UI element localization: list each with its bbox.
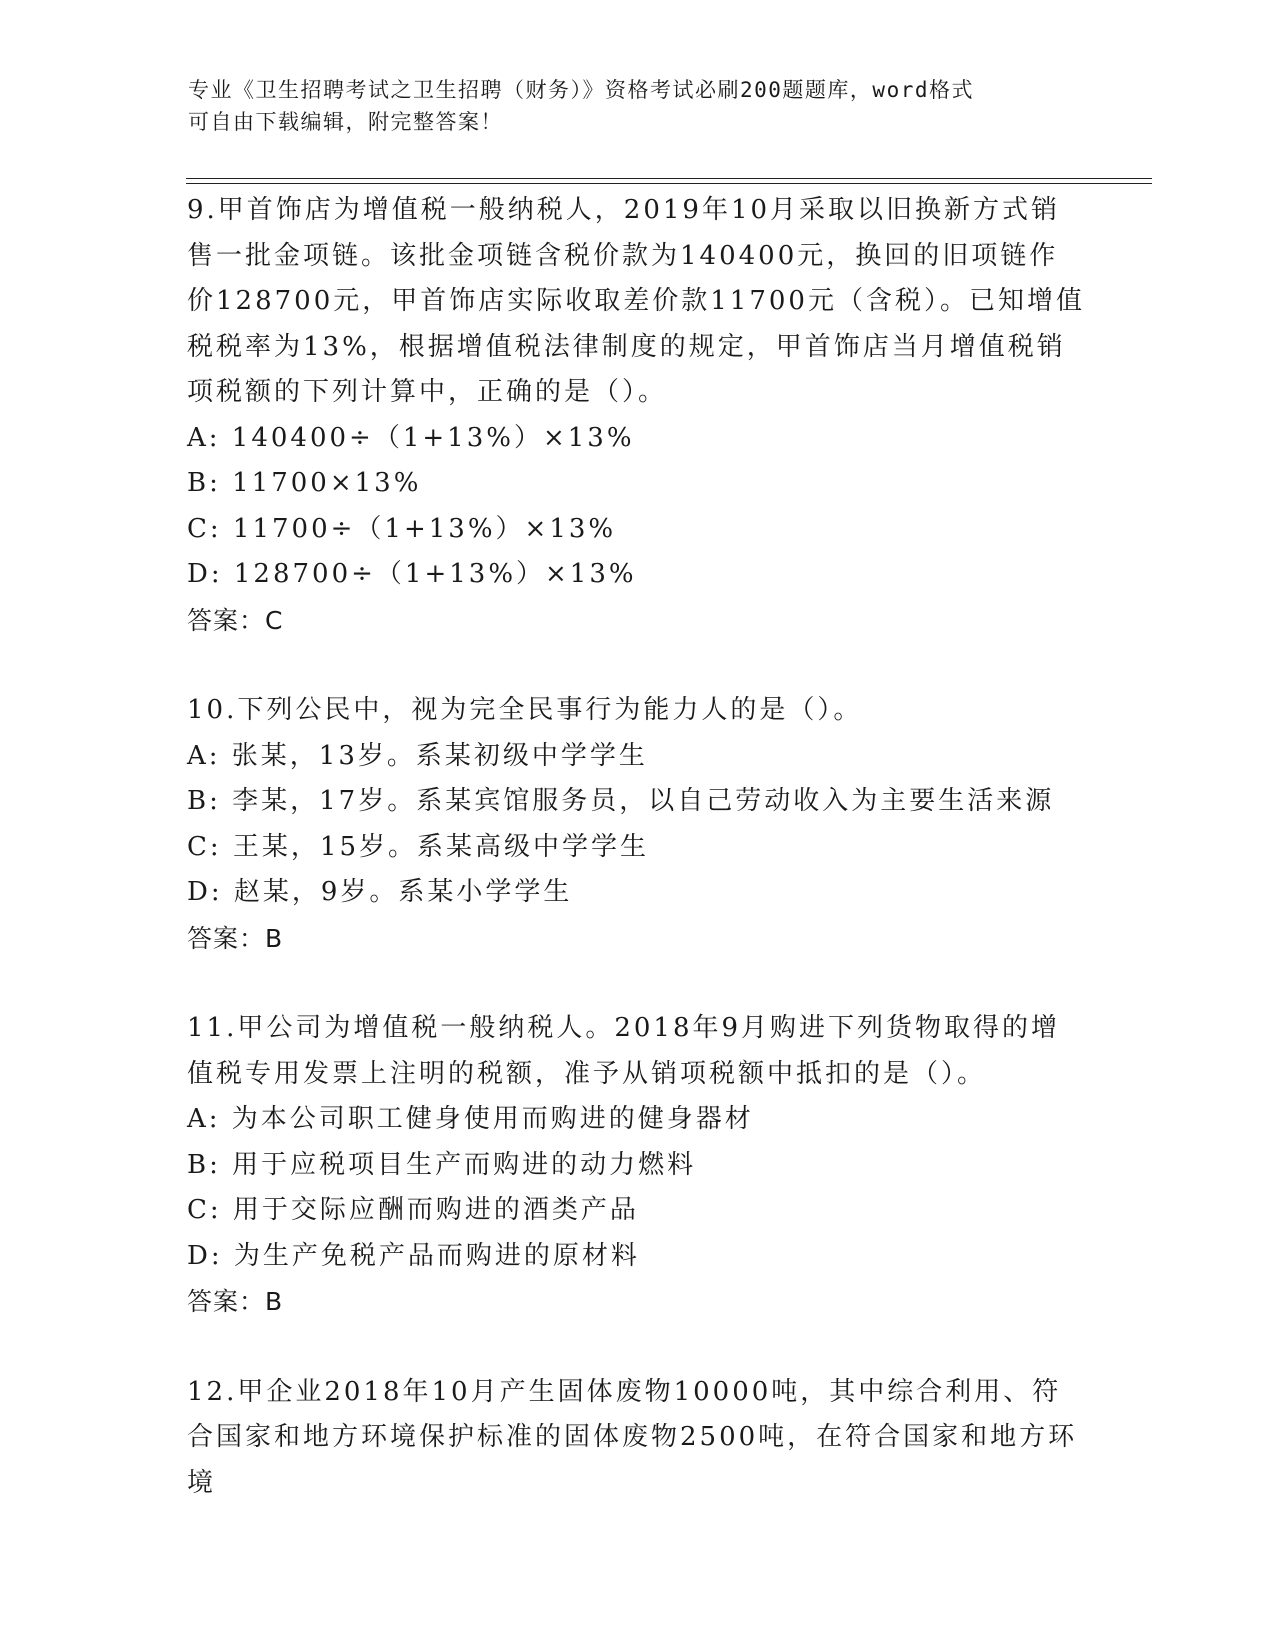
question-11 (187, 1006, 1087, 1325)
question-stem: 10.下列公民中，视为完全民事行为能力人的是（）。 (187, 695, 863, 725)
option-d: D: 赵某，9岁。系某小学学生 (187, 877, 573, 907)
option-b: B: 李某，17岁。系某宾馆服务员，以自己劳动收入为主要生活来源 (187, 786, 1055, 816)
answer: 答案：C (187, 605, 284, 635)
question-12 (187, 1370, 1087, 1507)
answer: 答案：B (187, 923, 284, 953)
header-divider (186, 178, 1152, 184)
option-c: C: 11700÷（1+13%）×13% (187, 513, 617, 544)
option-d: D: 为生产免税产品而购进的原材料 (187, 1240, 640, 1271)
option-c: C: 用于交际应酬而购进的酒类产品 (187, 1195, 639, 1225)
question-9 (187, 188, 1087, 643)
question-list (187, 188, 1087, 1551)
header-line-1: 专业《卫生招聘考试之卫生招聘（财务）》资格考试必刷200题题库，word格式 (188, 78, 974, 102)
header-line-2: 可自由下载编辑，附完整答案！ (188, 110, 503, 134)
option-a: A: 张某，13岁。系某初级中学学生 (187, 740, 648, 771)
document-header (188, 74, 1088, 138)
option-a: A: 140400÷（1+13%）×13% (187, 422, 635, 453)
question-stem: 12.甲企业2018年10月产生固体废物10000吨，其中综合利用、符合国家和地方环境保护标准的固体废物2500吨，在符合国家和地方环境 (187, 1376, 1078, 1498)
answer: 答案：B (187, 1287, 284, 1316)
question-stem: 11.甲公司为增值税一般纳税人。2018年9月购进下列货物取得的增值税专用发票上注明的税额，准予从销项税额中抵扣的是（）。 (187, 1013, 1061, 1089)
option-b: B: 11700×13% (187, 468, 422, 498)
option-a: A: 为本公司职工健身使用而购进的健身器材 (187, 1104, 754, 1134)
question-stem: 9.甲首饰店为增值税一般纳税人，2019年10月采取以旧换新方式销售一批金项链。该批金项链含税价款为140400元，换回的旧项链作价128700元，甲首饰店实际收取差价款11700元（含税）。已知增值税税率为13%，根据增值税法律制度的规定，甲首饰店当月增值税销项税额的下列计算中，正确的是（）。 (187, 195, 1085, 407)
option-c: C: 王某，15岁。系某高级中学学生 (187, 831, 650, 862)
option-d: D: 128700÷（1+13%）×13% (187, 559, 637, 589)
question-10 (187, 688, 1087, 961)
option-b: B: 用于应税项目生产而购进的动力燃料 (187, 1149, 697, 1180)
